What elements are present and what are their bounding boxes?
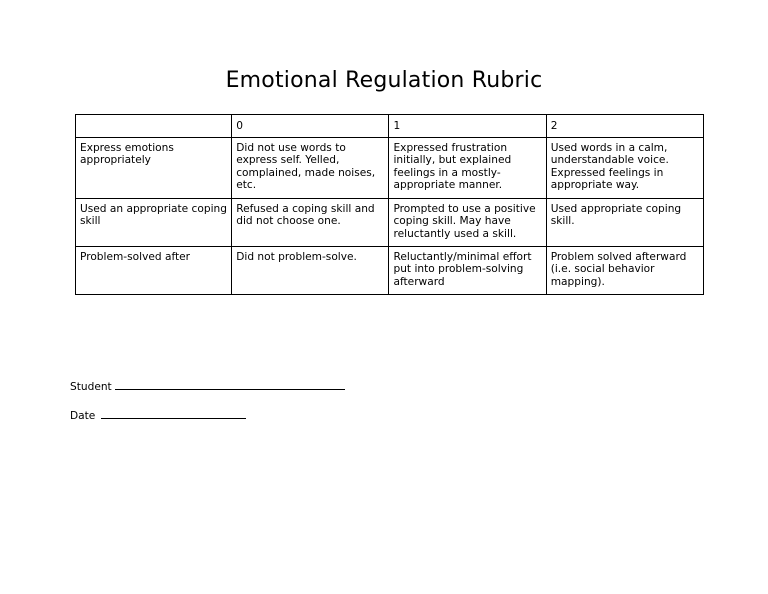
score-1-cell: Expressed frustration initially, but explained feelings in a mostly-appropriate manner. <box>389 137 546 198</box>
student-blank-line <box>115 378 345 390</box>
score-1-cell: Prompted to use a positive coping skill. May have reluctantly used a skill. <box>389 198 546 246</box>
criterion-cell: Problem-solved after <box>76 246 232 294</box>
date-field <box>70 407 246 422</box>
table-header-row <box>76 115 704 138</box>
score-2-cell: Used appropriate coping skill. <box>546 198 703 246</box>
table-row <box>76 137 704 198</box>
header-cell-criteria <box>76 115 232 138</box>
score-1-cell: Reluctantly/minimal effort put into problem-solving afterward <box>389 246 546 294</box>
student-label: Student <box>70 381 112 393</box>
criterion-cell: Used an appropriate coping skill <box>76 198 232 246</box>
score-0-cell: Did not problem-solve. <box>232 246 389 294</box>
criterion-cell: Express emotions appropriately <box>76 137 232 198</box>
score-0-cell: Did not use words to express self. Yelled, complained, made noises, etc. <box>232 137 389 198</box>
header-cell-score-1: 1 <box>389 115 546 138</box>
rubric-table <box>75 114 704 295</box>
page-title: Emotional Regulation Rubric <box>225 68 543 93</box>
date-blank-line <box>101 407 246 419</box>
header-cell-score-0: 0 <box>232 115 389 138</box>
score-2-cell: Used words in a calm, understandable voice. Expressed feelings in appropriate way. <box>546 137 703 198</box>
table-row <box>76 246 704 294</box>
student-field <box>70 378 345 393</box>
date-label: Date <box>70 410 96 422</box>
score-2-cell: Problem solved afterward (i.e. social behavior mapping). <box>546 246 703 294</box>
score-0-cell: Refused a coping skill and did not choose one. <box>232 198 389 246</box>
header-cell-score-2: 2 <box>546 115 703 138</box>
table-row <box>76 198 704 246</box>
